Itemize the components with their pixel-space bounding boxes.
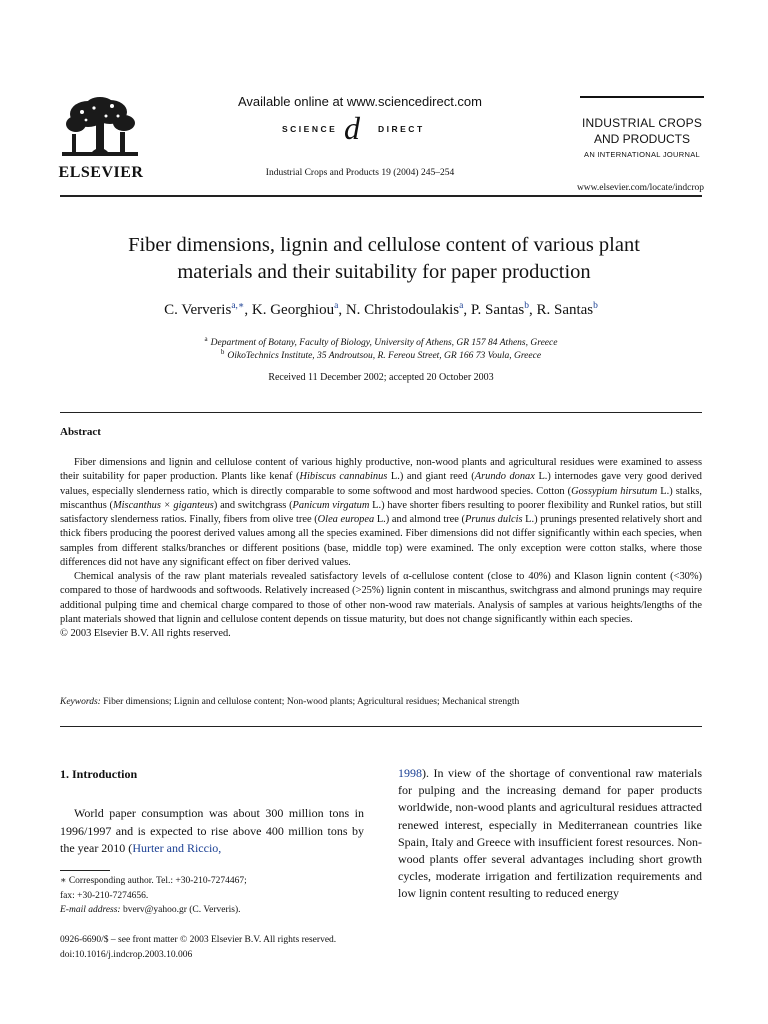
publisher-name: ELSEVIER: [58, 164, 144, 181]
sd-science-word: SCIENCE: [282, 124, 338, 134]
header-rule: [60, 195, 702, 197]
page-footer: [60, 933, 702, 962]
email-value[interactable]: bverv@yahoo.gr (C. Ververis).: [120, 905, 241, 915]
footnotes: [60, 874, 364, 918]
journal-name-line1: INDUSTRIAL CROPS: [581, 116, 703, 130]
journal-url[interactable]: www.elsevier.com/locate/indcrop: [576, 183, 704, 193]
abstract-paragraph-2: Chemical analysis of the raw plant materials revealed satisfactory levels of α-cellulose content (close to 40%) and Klason lignin content (<30%) compared to those of hardwoods and softwoods. Relatively increased (>25%) lignin content in miscanthus, switchgrass and almond prunings may require additional pulping time and chemical charge compared to those of other non-wood raw materials. Analysis of samples at various heights/lengths of the plant materials showed that lignin and cellulose content depends on tissue maturity, but does not change significantly within each species.: [60, 571, 702, 625]
affiliation-text: Department of Botany, Faculty of Biology, University of Athens, GR 157 84 Athens, Greece: [210, 338, 558, 348]
author-name: P. Santas: [470, 302, 525, 318]
body-column-right: [398, 765, 702, 903]
body-column-left: [60, 766, 364, 857]
divider-rule: [60, 726, 702, 727]
footnote-fax: fax: +30-210-7274656.: [60, 890, 149, 901]
author-separator: ,: [463, 302, 471, 318]
affiliation-b: [60, 348, 702, 361]
keywords: [60, 697, 702, 707]
intro-paragraph: World paper consumption was about 300 million tons in 1996/1997 and is expected to rise above 400 million tons by the year 2010 (Hurter and Riccio,: [60, 806, 364, 855]
email-label: E-mail address:: [60, 905, 121, 915]
article-title: [70, 232, 698, 286]
footnote-rule: [60, 870, 110, 871]
author-separator: ,: [338, 302, 346, 318]
keywords-text: Fiber dimensions; Lignin and cellulose content; Non-wood plants; Agricultural residues; Mechanical strength: [100, 697, 520, 707]
journal-name-line2: AND PRODUCTS: [593, 132, 690, 146]
author-list: [60, 300, 702, 319]
sciencedirect-logo: [248, 112, 478, 148]
citation-link[interactable]: Hurter and Riccio,: [132, 840, 222, 855]
journal-tagline: AN INTERNATIONAL JOURNAL: [584, 150, 700, 159]
footnote-corresponding: ∗ Corresponding author. Tel.: +30-210-7274467;: [60, 876, 247, 886]
issn-line: 0926-6690/$ – see front matter © 2003 Elsevier B.V. All rights reserved.: [60, 935, 337, 945]
abstract-paragraph-1: Fiber dimensions and lignin and cellulose content of various highly productive, non-wood plants and agricultural residues were examined to assess their suitability for paper production. Plants like kenaf (Hibiscus cannabinus L.) and giant reed (Arundo donax L.) internodes gave very good derived values, especially slenderness ratio, which is directly comparable to some softwood and most hardwood species. Cotton (Gossypium hirsutum L.) stalks, miscanthus (Miscanthus × giganteus) and switchgrass (Panicum virgatum L.) have shorter fibers resulting to poorer flexibility and Runkel ratios, but still satisfactory slenderness ratios. Finally, fibers from olive tree (Olea europea L.) and almond tree (Prunus dulcis L.) prunings presented relatively short and thick fibers producing the poorest derived values among all the species examined. Fiber dimensions did not differ significantly within each species, when samples from different stalks/branches or different positions (base, middle top) were examined. The only exception were cotton stalks, where those differences did not have any significant effect on fiber derived values.: [60, 457, 702, 568]
abstract-copyright: © 2003 Elsevier B.V. All rights reserved.: [60, 628, 231, 639]
section-heading: 1. Introduction: [60, 767, 138, 781]
author-name: N. Christodoulakis: [345, 302, 460, 318]
sd-direct-word: DIRECT: [378, 124, 425, 134]
author-separator: ,: [244, 302, 252, 318]
author-name: K. Georghiou: [251, 302, 335, 318]
title-line-2: materials and their suitability for paper production: [177, 261, 591, 283]
abstract-body: [60, 456, 702, 641]
author-affiliation-mark[interactable]: a,∗: [231, 301, 245, 311]
footnote-email: [60, 903, 364, 918]
author-affiliation-mark[interactable]: a: [459, 301, 464, 311]
doi-line[interactable]: doi:10.1016/j.indcrop.2003.10.006: [60, 949, 193, 960]
citation-link[interactable]: 1998: [398, 766, 422, 780]
author-affiliation-mark[interactable]: a: [334, 301, 339, 311]
abstract-heading: Abstract: [60, 426, 101, 438]
sd-d-glyph: d: [344, 110, 360, 146]
received-dates: Received 11 December 2002; accepted 20 October 2003: [268, 372, 494, 383]
affiliation-mark: a: [204, 335, 208, 343]
divider-rule: [60, 412, 702, 413]
author-affiliation-mark[interactable]: b: [524, 301, 529, 311]
author-affiliation-mark[interactable]: b: [593, 301, 598, 311]
author-separator: ,: [528, 302, 537, 318]
journal-masthead: [580, 96, 704, 174]
author-name: R. Santas: [536, 302, 594, 318]
affiliation-a: [60, 335, 702, 348]
affiliation-text: OikoTechnics Institute, 35 Androutsou, R. Fereou Street, GR 166 73 Voula, Greece: [227, 351, 542, 361]
journal-reference: Industrial Crops and Products 19 (2004) 245–254: [265, 168, 455, 178]
available-online-text[interactable]: Available online at www.sciencedirect.com: [238, 94, 482, 109]
author-name: C. Ververis: [164, 302, 232, 318]
intro-paragraph-continued: 1998). In view of the shortage of conventional raw materials for pulping and the increasing demand for paper products worldwide, non-wood plants and agricultural residues attracted renewed interest, especially in Mediterranean countries like Spain, Italy and Greece with insufficient forest resources. Non-wood plants offer several advantages including short growth cycles, moderate irrigation and fertilization requirements and low lignin content resulting to reduced energy: [398, 766, 702, 901]
keywords-label: Keywords:: [60, 697, 101, 707]
elsevier-tree-logo: [58, 96, 142, 162]
affiliation-mark: b: [220, 348, 225, 356]
title-line-1: Fiber dimensions, lignin and cellulose content of various plant: [128, 234, 640, 256]
